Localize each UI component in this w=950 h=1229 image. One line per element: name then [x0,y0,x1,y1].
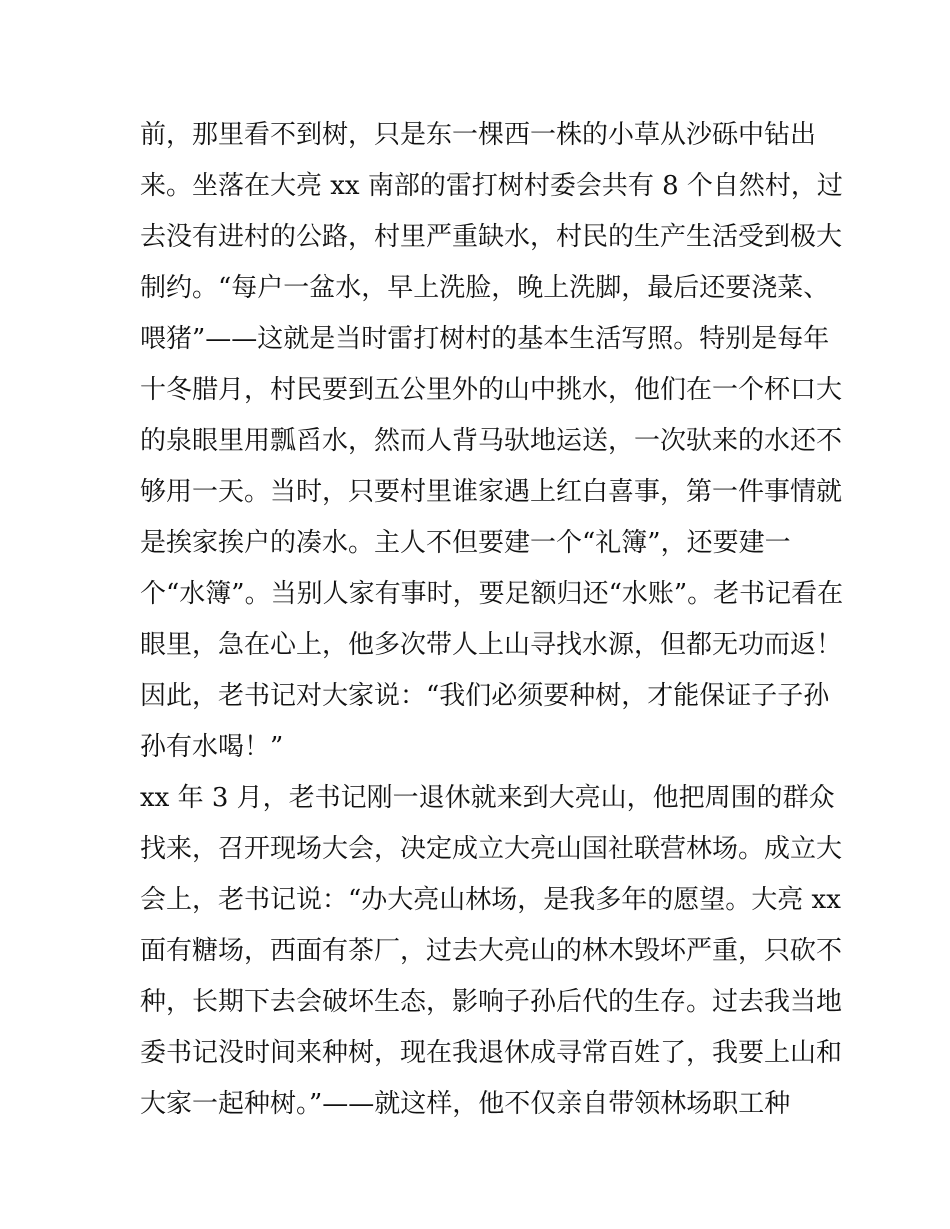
text-line: 去没有进村的公路，村里严重缺水，村民的生产生活受到极大 [140,222,843,252]
body-text [140,110,844,1130]
text-line: 喂猪”——这就是当时雷打树村的基本生活写照。特别是每年 [140,324,830,354]
text-line: 制约。“每户一盆水，早上洗脸，晚上洗脚，最后还要浇菜、 [140,273,830,303]
text-line: 眼里，急在心上，他多次带人上山寻找水源，但都无功而返！ [140,630,843,660]
text-line: 会上，老书记说：“办大亮山林场，是我多年的愿望。大亮 xx [140,885,841,915]
text-line: 来。坐落在大亮 xx 南部的雷打树村委会共有 8 个自然村，过 [140,171,843,201]
text-line: 前，那里看不到树，只是东一棵西一株的小草从沙砾中钻出 [140,120,817,150]
text-line: 个“水簿”。当别人家有事时，要足额归还“水账”。老书记看在 [140,579,844,609]
text-line: 的泉眼里用瓢舀水，然而人背马驮地运送，一次驮来的水还不 [140,426,843,456]
text-line: 种，长期下去会破坏生态，影响子孙后代的生存。过去我当地 [140,987,843,1017]
text-line: xx 年 3 月，老书记刚一退休就来到大亮山，他把周围的群众 [140,783,835,813]
text-line: 大家一起种树。”——就这样，他不仅亲自带领林场职工种 [140,1089,791,1119]
text-line: 面有糖场，西面有茶厂，过去大亮山的林木毁坏严重，只砍不 [140,936,843,966]
text-line: 委书记没时间来种树，现在我退休成寻常百姓了，我要上山和 [140,1038,843,1068]
text-line: 够用一天。当时，只要村里谁家遇上红白喜事，第一件事情就 [140,477,843,507]
text-line: 孙有水喝！” [140,732,284,762]
text-line: 是挨家挨户的凑水。主人不但要建一个“礼簿”，还要建一 [140,528,791,558]
text-line: 因此，老书记对大家说：“我们必须要种树，才能保证子子孙 [140,681,830,711]
text-line: 十冬腊月，村民要到五公里外的山中挑水，他们在一个杯口大 [140,375,843,405]
text-line: 找来，召开现场大会，决定成立大亮山国社联营林场。成立大 [140,834,843,864]
